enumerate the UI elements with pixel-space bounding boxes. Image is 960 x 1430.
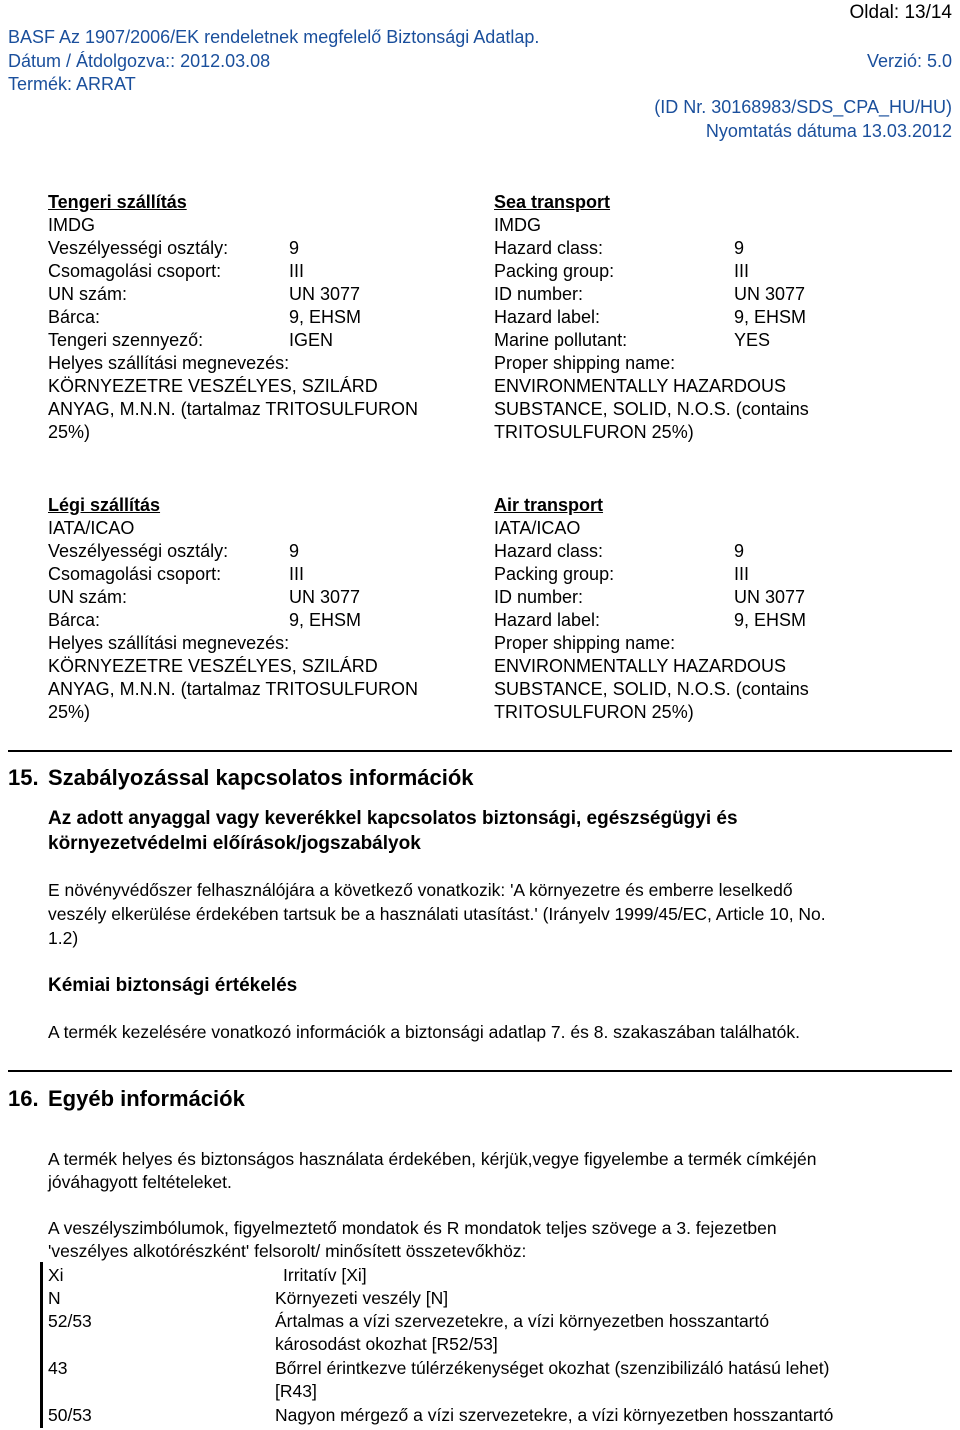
data-row <box>48 563 478 586</box>
row-value: 9, EHSM <box>289 610 362 630</box>
paragraph-line: E növényvédőszer felhasználójára a következő vonatkozik: 'A környezetre és emberre leselkedő <box>48 880 793 900</box>
phrase-code: 50/53 <box>48 1405 92 1425</box>
row-label: Bárca: <box>48 307 101 327</box>
shipping-name-line: ENVIRONMENTALLY HAZARDOUS <box>494 376 787 396</box>
phrase-text: Nagyon mérgező a vízi szervezetekre, a vízi környezetben hosszantartó <box>275 1405 834 1425</box>
air-transport-hu <box>48 494 478 724</box>
section-title: Tengeri szállítás <box>48 192 187 212</box>
row-value: 9, EHSM <box>289 307 362 327</box>
revision-date: Dátum / Átdolgozva:: 2012.03.08 <box>8 51 271 71</box>
data-row <box>494 283 934 306</box>
shipping-name-line: KÖRNYEZETRE VESZÉLYES, SZILÁRD <box>48 656 378 676</box>
row-label: Hazard class: <box>494 541 604 561</box>
data-row <box>494 329 934 352</box>
phrase-text-cont: károsodást okozhat [R52/53] <box>275 1334 498 1354</box>
sea-transport-en <box>494 191 934 444</box>
row-value: III <box>734 564 750 584</box>
paragraph-line: A termék kezelésére vonatkozó információk a biztonsági adatlap 7. és 8. szakaszában találhatók. <box>48 1022 800 1042</box>
row-label: ID number: <box>494 587 584 607</box>
shipping-name-label: Proper shipping name: <box>494 353 676 373</box>
shipping-name-line: 25%) <box>48 422 91 442</box>
data-row <box>494 540 934 563</box>
paragraph-line: 'veszélyes alkotórészként' felsorolt/ minősített összetevőkhöz: <box>48 1241 527 1261</box>
row-value: 9 <box>289 541 300 561</box>
row-label: UN szám: <box>48 284 128 304</box>
shipping-name-line: SUBSTANCE, SOLID, N.O.S. (contains <box>494 399 809 419</box>
row-label: Marine pollutant: <box>494 330 628 350</box>
phrase-text-cont: [R43] <box>275 1381 317 1401</box>
data-row <box>48 306 478 329</box>
section-title: Légi szállítás <box>48 495 161 515</box>
shipping-name-line: ANYAG, M.N.N. (tartalmaz TRITOSULFURON <box>48 399 419 419</box>
section-title: Szabályozással kapcsolatos információk <box>48 765 474 790</box>
row-value: UN 3077 <box>734 587 806 607</box>
transport-code: IATA/ICAO <box>494 518 581 538</box>
shipping-name-line: ENVIRONMENTALLY HAZARDOUS <box>494 656 787 676</box>
phrase-code: Xi <box>48 1265 64 1285</box>
version: Verzió: 5.0 <box>866 51 952 71</box>
shipping-name-line: 25%) <box>48 702 91 722</box>
transport-code: IMDG <box>494 215 541 235</box>
row-label: Csomagolási csoport: <box>48 564 222 584</box>
table-left-border <box>40 1262 43 1428</box>
row-value: 9 <box>734 541 745 561</box>
page-number: Oldal: 13/14 <box>849 2 952 23</box>
print-date: Nyomtatás dátuma 13.03.2012 <box>705 121 952 141</box>
row-value: YES <box>734 330 771 350</box>
shipping-name-line: SUBSTANCE, SOLID, N.O.S. (contains <box>494 679 809 699</box>
phrase-text: Bőrrel érintkezve túlérzékenységet okozhat (szenzibilizáló hatású lehet) <box>275 1358 830 1378</box>
section-number: 15. <box>8 765 39 790</box>
document-id: (ID Nr. 30168983/SDS_CPA_HU/HU) <box>654 97 952 117</box>
section-title: Egyéb információk <box>48 1086 245 1111</box>
paragraph-line: jóváhagyott feltételeket. <box>48 1172 232 1192</box>
section-title: Sea transport <box>494 192 611 212</box>
data-row <box>494 306 934 329</box>
shipping-name-line: TRITOSULFURON 25%) <box>494 422 694 442</box>
regulation-line: BASF Az 1907/2006/EK rendeletnek megfelelő Biztonsági Adatlap. <box>8 27 540 47</box>
data-row <box>48 609 478 632</box>
sea-transport-hu <box>48 191 478 444</box>
data-row <box>48 237 478 260</box>
phrase-code: 52/53 <box>48 1311 92 1331</box>
row-value: 9, EHSM <box>734 610 807 630</box>
row-label: Tengeri szennyező: <box>48 330 204 350</box>
data-row <box>494 237 934 260</box>
row-label: Hazard label: <box>494 307 601 327</box>
shipping-name-label: Helyes szállítási megnevezés: <box>48 633 290 653</box>
row-value: UN 3077 <box>289 284 361 304</box>
row-label: Packing group: <box>494 564 615 584</box>
row-value: III <box>289 564 305 584</box>
phrase-text: Ártalmas a vízi szervezetekre, a vízi környezetben hosszantartó <box>275 1311 770 1331</box>
air-transport-en <box>494 494 934 724</box>
data-row <box>494 609 934 632</box>
transport-code: IATA/ICAO <box>48 518 135 538</box>
row-value: 9, EHSM <box>734 307 807 327</box>
subheading: környezetvédelmi előírások/jogszabályok <box>48 833 421 854</box>
data-row <box>48 586 478 609</box>
row-label: Csomagolási csoport: <box>48 261 222 281</box>
shipping-name-label: Proper shipping name: <box>494 633 676 653</box>
section-title: Air transport <box>494 495 604 515</box>
data-row <box>48 260 478 283</box>
section-divider <box>8 1070 952 1072</box>
row-label: Packing group: <box>494 261 615 281</box>
paragraph-line: A termék helyes és biztonságos használata érdekében, kérjük,vegye figyelembe a termék címkéjén <box>48 1149 817 1169</box>
data-row <box>48 540 478 563</box>
paragraph-line: A veszélyszimbólumok, figyelmeztető mondatok és R mondatok teljes szövege a 3. fejezetben <box>48 1218 777 1238</box>
shipping-name-line: KÖRNYEZETRE VESZÉLYES, SZILÁRD <box>48 376 378 396</box>
row-value: 9 <box>734 238 745 258</box>
shipping-name-line: TRITOSULFURON 25%) <box>494 702 694 722</box>
row-value: 9 <box>289 238 300 258</box>
row-value: III <box>289 261 305 281</box>
row-value: III <box>734 261 750 281</box>
row-label: Veszélyességi osztály: <box>48 238 229 258</box>
section-divider <box>8 750 952 752</box>
row-label: Hazard label: <box>494 610 601 630</box>
shipping-name-line: ANYAG, M.N.N. (tartalmaz TRITOSULFURON <box>48 679 419 699</box>
phrase-code: N <box>48 1288 61 1308</box>
paragraph-line: 1.2) <box>48 928 79 948</box>
phrase-code: 43 <box>48 1358 68 1378</box>
paragraph-line: veszély elkerülése érdekében tartsuk be a használati utasítást.' (Irányelv 1999/45/EC, Article 10, No. <box>48 904 826 924</box>
phrase-text: Környezeti veszély [N] <box>275 1288 449 1308</box>
row-label: Veszélyességi osztály: <box>48 541 229 561</box>
data-row <box>494 260 934 283</box>
subheading: Az adott anyaggal vagy keverékkel kapcsolatos biztonsági, egészségügyi és <box>48 808 738 829</box>
data-row <box>48 283 478 306</box>
data-row <box>494 586 934 609</box>
shipping-name-label: Helyes szállítási megnevezés: <box>48 353 290 373</box>
row-value: UN 3077 <box>734 284 806 304</box>
transport-code: IMDG <box>48 215 95 235</box>
section-number: 16. <box>8 1086 39 1111</box>
data-row <box>48 329 478 352</box>
row-value: IGEN <box>289 330 334 350</box>
product-name: Termék: ARRAT <box>8 74 136 94</box>
row-label: ID number: <box>494 284 584 304</box>
row-label: Hazard class: <box>494 238 604 258</box>
subheading: Kémiai biztonsági értékelés <box>48 975 298 996</box>
data-row <box>494 563 934 586</box>
row-value: UN 3077 <box>289 587 361 607</box>
phrase-text: Irritatív [Xi] <box>283 1265 367 1285</box>
row-label: UN szám: <box>48 587 128 607</box>
row-label: Bárca: <box>48 610 101 630</box>
